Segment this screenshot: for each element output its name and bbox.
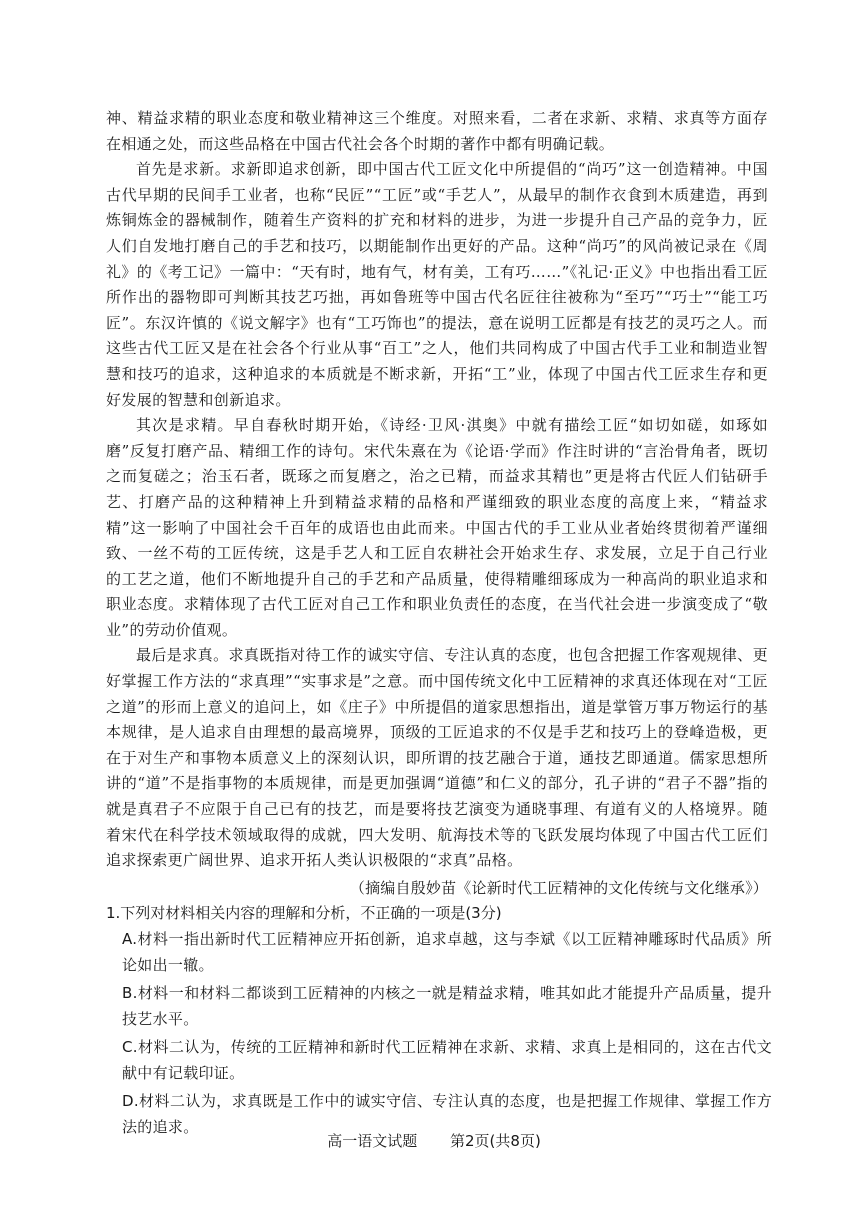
footer-subject: 高一语文试题 [327,1132,418,1150]
passage-body [106,106,768,901]
paragraph-qiuzhen: 最后是求真。求真既指对待工作的诚实守信、专注认真的态度，也包含把握工作客观规律、更好掌握工作方法的“求真理”“实事求是”之意。而中国传统文化中工匠精神的求真还体现在对“工匠之道”的形而上意义的追问上，如《庄子》中所提倡的道家思想指出，道是掌管万事万物运行的基本规律，是人追求自由理想的最高境界，顶级的工匠追求的不仅是手艺和技巧上的登峰造极，更在于对生产和事物本质意义上的深刻认识，即所谓的技艺融合于道，通技艺即通道。儒家思想所讲的“道”不是指事物的本质规律，而是更加强调“道德”和仁义的部分，孔子讲的“君子不器”指的就是真君子不应限于自己已有的技艺，而是要将技艺演变为通晓事理、有道有义的人格境界。随着宋代在科学技术领域取得的成就，四大发明、航海技术等的飞跃发展均体现了中国古代工匠们追求探索更广阔世界、追求开拓人类认识极限的“求真”品格。 [106,646,768,870]
paragraph-continuation: 神、精益求精的职业态度和敬业精神这三个维度。对照来看，二者在求新、求精、求真等方面存在相通之处，而这些品格在中国古代社会各个时期的著作中都有明确记载。 [106,109,768,153]
source-citation: （摘编自殷妙苗《论新时代工匠精神的文化传统与文化继承》） [349,878,768,897]
option-b: B.材料一和材料二都谈到工匠精神的内核之一就是精益求精，唯其如此才能提升产品质量，提升技艺水平。 [122,984,772,1028]
page-footer [0,1130,868,1151]
paragraph-qiujing: 其次是求精。早自春秋时期开始，《诗经·卫风·淇奥》中就有描绘工匠“如切如磋，如琢如磨”反复打磨产品、精细工作的诗句。宋代朱熹在为《论语·学而》作注时讲的“言治骨角者，既切之而复磋之；治玉石者，既琢之而复磨之，治之已精，而益求其精也”更是将古代匠人们钻研手艺、打磨产品的这种精神上升到精益求精的品格和严谨细致的职业态度的高度上来，“精益求精”这一影响了中国社会千百年的成语也由此而来。中国古代的手工业从业者始终贯彻着严谨细致、一丝不苟的工匠传统，这是手艺人和工匠自农耕社会开始求生存、求发展，立足于自己行业的工艺之道，他们不断地提升自己的手艺和产品质量，使得精雕细琢成为一种高尚的职业追求和职业态度。求精体现了古代工匠对自己工作和职业负责任的态度，在当代社会进一步演变成了“敬业”的劳动价值观。 [106,416,768,639]
option-c: C.材料二认为，传统的工匠精神和新时代工匠精神在求新、求精、求真上是相同的，这在古代文献中有记载印证。 [122,1038,772,1082]
footer-page-number: 第2页(共8页) [450,1132,541,1150]
question-1 [106,900,772,1142]
option-a: A.材料一指出新时代工匠精神应开拓创新，追求卓越，这与李斌《以工匠精神雕琢时代品质》所论如出一辙。 [122,930,772,974]
question-stem: 1.下列对材料相关内容的理解和分析，不正确的一项是(3分) [106,904,502,922]
paragraph-qiuxin: 首先是求新。求新即追求创新，即中国古代工匠文化中所提倡的“尚巧”这一创造精神。中国古代早期的民间手工业者，也称“民匠”“工匠”或“手艺人”，从最早的制作衣食到木质建造，再到炼铜炼金的器械制作，随着生产资料的扩充和材料的进步，为进一步提升自己产品的竞争力，匠人们自发地打磨自己的手艺和技巧，以期能制作出更好的产品。这种“尚巧”的风尚被记录在《周礼》的《考工记》一篇中：“天有时，地有气，材有美，工有巧……”《礼记·正义》中也指出看工匠所作出的器物即可判断其技艺巧拙，再如鲁班等中国古代名匠往往被称为“至巧”“巧士”“能工巧匠”。东汉许慎的《说文解字》也有“工巧饰也”的提法，意在说明工匠都是有技艺的灵巧之人。而这些古代工匠又是在社会各个行业从事“百工”之人，他们共同构成了中国古代手工业和制造业智慧和技巧的追求，这种追求的本质就是不断求新，开拓“工”业，体现了中国古代工匠求生存和更好发展的智慧和创新追求。 [106,160,768,409]
option-d: D.材料二认为，求真既是工作中的诚实守信、专注认真的态度，也是把握工作规律、掌握工作方法的追求。 [122,1092,772,1136]
